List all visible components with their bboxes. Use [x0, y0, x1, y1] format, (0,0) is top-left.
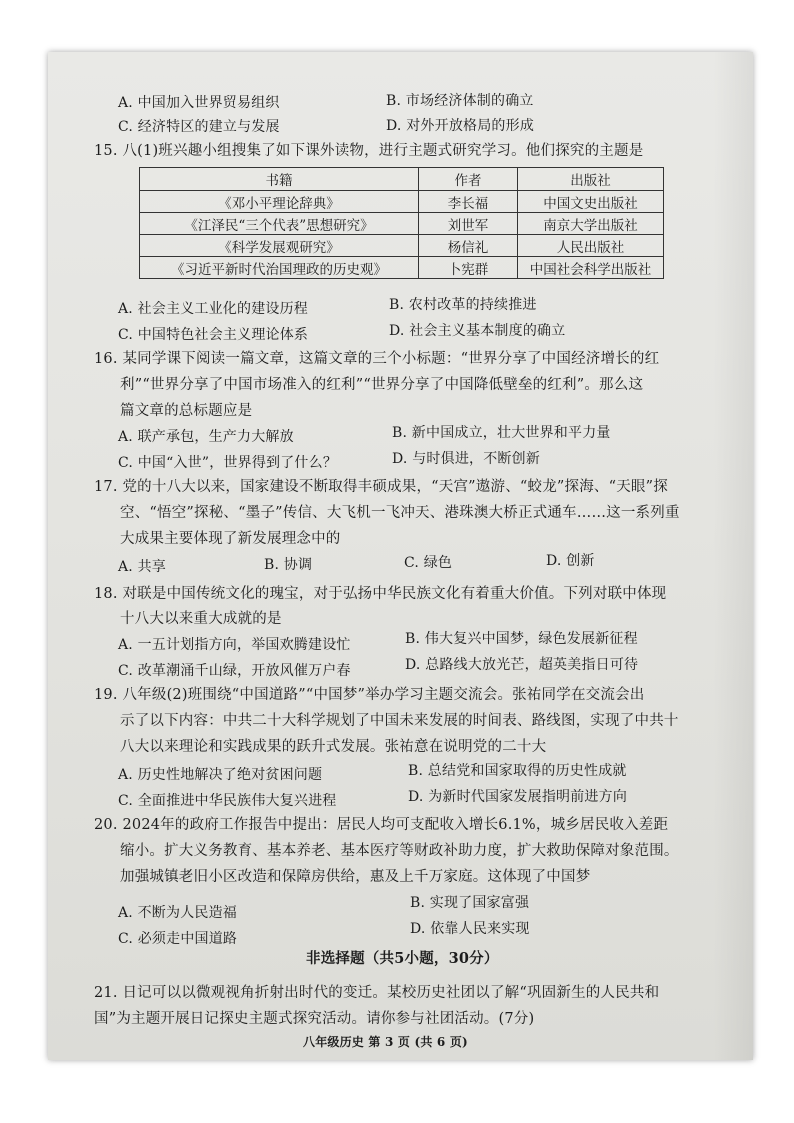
- q16-line-1: 16. 某同学课下阅读一篇文章，这篇文章的三个小标题：“世界分享了中国经济增长的红: [94, 351, 660, 367]
- q15-option-d: D. 社会主义基本制度的确立: [389, 323, 566, 339]
- q19-line-1: 19. 八年级(2)班围绕“中国道路”“中国梦”举办学习主题交流会。张祐同学在交流会出: [94, 687, 645, 703]
- q16-line-3: 篇文章的总标题应是: [120, 403, 253, 419]
- table-row: [140, 213, 664, 235]
- q17-option-a: A. 共享: [118, 559, 167, 575]
- table-cell-publisher: 中国文史出版社: [518, 191, 664, 213]
- q19-line-3: 八大以来理论和实践成果的跃升式发展。张祐意在说明党的二十大: [120, 739, 547, 755]
- q20-line-1: 20. 2024年的政府工作报告中提出：居民人均可支配收入增长6.1%，城乡居民收入差距: [94, 817, 669, 833]
- q14-option-b: B. 市场经济体制的确立: [386, 93, 534, 109]
- q18-option-c: C. 改革潮涌千山绿，开放风催万户春: [118, 663, 351, 679]
- table-cell-book: 《科学发展观研究》: [140, 235, 419, 257]
- table-cell-author: 卜宪群: [419, 257, 518, 279]
- q16-option-a: A. 联产承包，生产力大解放: [118, 429, 294, 445]
- q17-option-d: D. 创新: [546, 553, 595, 569]
- q19-line-2: 示了以下内容：中共二十大科学规划了中国未来发展的时间表、路线图，实现了中共十: [120, 713, 679, 729]
- q15-stem: 15. 八(1)班兴趣小组搜集了如下课外读物，进行主题式研究学习。他们探究的主题是: [94, 143, 644, 159]
- q17-option-c: C. 绿色: [404, 555, 453, 571]
- q15-book-table: [139, 167, 664, 279]
- section-title-non-choice: 非选择题（共5小题，30分）: [306, 950, 499, 967]
- table-cell-author: 刘世军: [419, 213, 518, 235]
- table-cell-author: 李长福: [419, 191, 518, 213]
- q14-option-a: A. 中国加入世界贸易组织: [118, 95, 280, 111]
- table-header-row: [140, 168, 664, 191]
- q20-option-a: A. 不断为人民造福: [118, 905, 238, 921]
- q20-line-2: 缩小。扩大义务教育、基本养老、基本医疗等财政补助力度，扩大救助保障对象范围。: [120, 843, 679, 859]
- q20-option-b: B. 实现了国家富强: [410, 895, 530, 911]
- page-footer: 八年级历史 第 3 页 (共 6 页): [303, 1035, 468, 1049]
- q16-option-b: B. 新中国成立，壮大世界和平力量: [392, 425, 611, 441]
- q21-line-1: 21. 日记可以以微观视角折射出时代的变迁。某校历史社团以了解“巩固新生的人民共和: [94, 985, 660, 1001]
- table-row: [140, 235, 664, 257]
- q18-line-1: 18. 对联是中国传统文化的瑰宝，对于弘扬中华民族文化有着重大价值。下列对联中体现: [94, 586, 667, 602]
- q15-option-a: A. 社会主义工业化的建设历程: [118, 301, 309, 317]
- table-cell-publisher: 人民出版社: [518, 235, 664, 257]
- q18-option-a: A. 一五计划指方向，举国欢腾建设忙: [118, 637, 351, 653]
- table-row: [140, 257, 664, 279]
- q21-line-2: 国”为主题开展日记探史主题式探究活动。请你参与社团活动。(7分): [94, 1011, 535, 1027]
- q18-option-b: B. 伟大复兴中国梦，绿色发展新征程: [405, 631, 638, 647]
- q14-option-d: D. 对外开放格局的形成: [386, 118, 535, 134]
- table-row: [140, 191, 664, 213]
- q19-option-b: B. 总结党和国家取得的历史性成就: [408, 763, 627, 779]
- q17-line-1: 17. 党的十八大以来，国家建设不断取得丰硕成果，“天宫”遨游、“蛟龙”探海、“天眼”探: [94, 479, 668, 495]
- table-cell-book: 《习近平新时代治国理政的历史观》: [140, 257, 419, 279]
- table-cell-publisher: 南京大学出版社: [518, 213, 664, 235]
- q19-option-c: C. 全面推进中华民族伟大复兴进程: [118, 793, 337, 809]
- q18-line-2: 十八大以来重大成就的是: [120, 611, 282, 627]
- table-header-publisher: 出版社: [518, 168, 664, 191]
- q19-option-a: A. 历史性地解决了绝对贫困问题: [118, 767, 323, 783]
- q16-option-c: C. 中国“入世”，世界得到了什么？: [118, 455, 338, 471]
- table-cell-book: 《邓小平理论辞典》: [140, 191, 419, 213]
- q16-option-d: D. 与时俱进，不断创新: [392, 451, 541, 467]
- page-shadow: [713, 52, 753, 1060]
- table-cell-book: 《江泽民“三个代表”思想研究》: [140, 213, 419, 235]
- q17-line-2: 空、“悟空”探秘、“墨子”传信、大飞机一飞冲天、港珠澳大桥正式通车……这一系列重: [120, 505, 680, 521]
- q18-option-d: D. 总路线大放光芒，超英美指日可待: [405, 657, 639, 673]
- q20-option-c: C. 必须走中国道路: [118, 931, 238, 947]
- q16-line-2: 利”“世界分享了中国市场准入的红利”“世界分享了中国降低壁垒的红利”。那么这: [120, 377, 644, 393]
- q17-line-3: 大成果主要体现了新发展理念中的: [120, 531, 341, 547]
- q15-option-b: B. 农村改革的持续推进: [389, 297, 537, 313]
- q17-option-b: B. 协调: [264, 557, 313, 573]
- q19-option-d: D. 为新时代国家发展指明前进方向: [408, 789, 628, 805]
- q20-line-3: 加强城镇老旧小区改造和保障房供给，惠及上千万家庭。这体现了中国梦: [120, 869, 591, 885]
- table-header-author: 作者: [419, 168, 518, 191]
- q15-option-c: C. 中国特色社会主义理论体系: [118, 327, 309, 343]
- table-cell-author: 杨信礼: [419, 235, 518, 257]
- q20-option-d: D. 依靠人民来实现: [410, 921, 530, 937]
- q14-option-c: C. 经济特区的建立与发展: [118, 119, 280, 135]
- table-cell-publisher: 中国社会科学出版社: [518, 257, 664, 279]
- table-header-book: 书籍: [140, 168, 419, 191]
